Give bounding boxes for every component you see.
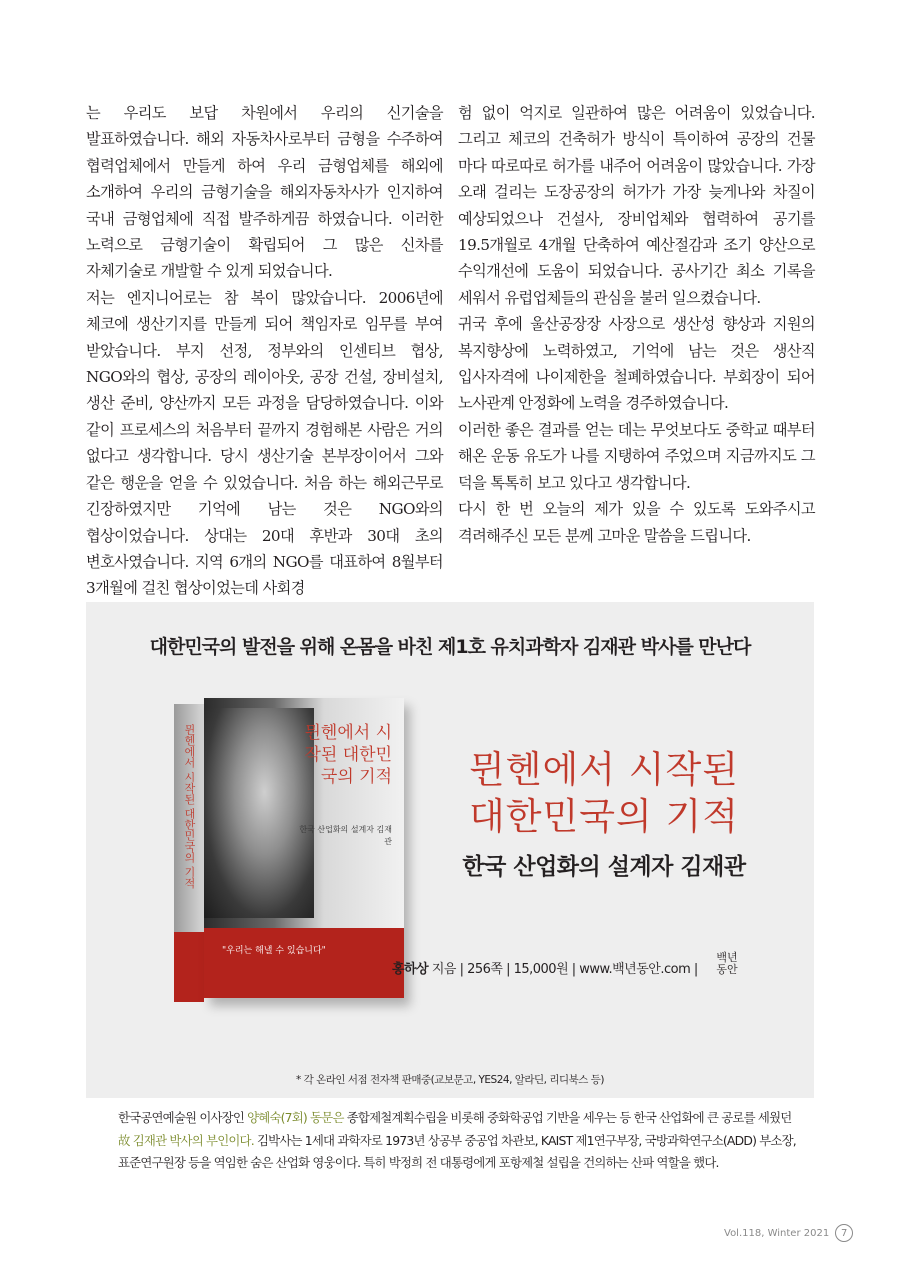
caption-highlight: 故 김재관 박사의 부인이다.: [118, 1132, 254, 1148]
caption-text: 종합제철계획수립을 비롯해 중화학공업 기반을 세우는 등 한국 산업화에 큰 공로를 세웠던: [343, 1110, 792, 1125]
publisher-logo-line: 백년: [716, 951, 738, 964]
ad-headline: 대한민국의 발전을 위해 온몸을 바친 제1호 유치과학자 김재관 박사를 만난다: [149, 636, 751, 658]
book-cover-subtitle: 한국 산업화의 설계자 김재관: [299, 825, 392, 846]
caption-text: 김박사는 1세대 과학자로 1973년 상공부 중공업 차관보, KAIST 제1연구부장, 국방과학연구소(ADD) 부소장, 표준연구원장 등을 역임한 숨은 산업화 영웅이다. 특히 박정희 전 대통령에게 포항제철 설립을 건의하는 산파 역할을 했다.: [118, 1132, 796, 1170]
book-front-cover: [204, 698, 404, 998]
issue-label: Vol.118, Winter 2021: [724, 1227, 830, 1239]
caption-highlight: 양혜숙(7회) 동문은: [247, 1110, 344, 1125]
ad-book-title-line: 대한민국의 기적: [469, 795, 739, 838]
article-paragraph: 귀국 후에 울산공장장 사장으로 생산성 향상과 지원의 복지향상에 노력하였고, 기억에 남는 것은 생산직 입사자격에 나이제한을 철폐하였습니다. 부회장이 되어 노사관계 안정화에 노력을 경주하였습니다.: [458, 315, 815, 413]
article-paragraph: 험 없이 억지로 일관하여 많은 어려움이 있었습니다. 그리고 체코의 건축허가 방식이 특이하여 공장의 건물 마다 따로따로 허가를 내주어 어려움이 많았습니다. 가장 오래 걸리는 도장공장의 허가가 가장 늦게나와 차질이 예상되었으나 건설사, 장비업체와 협력하여 공기를 19.5개월로 4개월 단축하여 예산절감과 조기 양산으로 수익개선에 도움이 되었습니다. 공사기간 최소 기록을 세워서 유럽업체들의 관심을 불러 일으켰습니다.: [458, 104, 815, 307]
book-spine-title: 뮌헨에서 시작된 대한민국의 기적: [183, 724, 196, 889]
ad-book-details: 지음 | 256쪽 | 15,000원 | www.백년동안.com |: [428, 962, 698, 977]
ad-author: 홍하상: [392, 962, 429, 977]
book-spine: [174, 704, 204, 1002]
book-cover-image: [174, 698, 404, 998]
book-advertisement: [86, 602, 814, 1098]
book-cover-quote: "우리는 해낼 수 있습니다": [222, 946, 326, 956]
book-cover-title: 뮌헨에서 시작된 대한민국의 기적: [304, 723, 392, 787]
article-column-left: [86, 100, 443, 602]
photo-caption: [118, 1107, 798, 1175]
article-paragraph: 이러한 좋은 결과를 얻는 데는 무엇보다도 중학교 때부터 해온 운동 유도가 나를 지탱하여 주었으며 지금까지도 그 덕을 톡톡히 보고 있다고 생각합니다.: [458, 420, 815, 492]
article-paragraph: 다시 한 번 오늘의 제가 있을 수 있도록 도와주시고 격려해주신 모든 분께 고마운 말씀을 드립니다.: [458, 500, 815, 545]
ad-book-title-line: 뮌헨에서 시작된: [469, 748, 739, 791]
article-column-right: [458, 100, 815, 549]
ad-footnote: * 각 온라인 서점 전자책 판매중(교보문고, YES24, 알라딘, 리디북스 등): [296, 1074, 604, 1086]
book-cover-band: [204, 928, 404, 998]
article-paragraph: 저는 엔지니어로는 참 복이 많았습니다. 2006년에 체코에 생산기지를 만들게 되어 책임자로 임무를 부여 받았습니다. 부지 선정, 정부와의 인센티브 협상, NGO와의 협상, 공장의 레이아웃, 공장 건설, 장비설치, 생산 준비, 양산까지 모든 과정을 담당하였습니다. 이와 같이 프로세스의 처음부터 끝까지 경험해본 사람은 거의 없다고 생각합니다. 당시 생산기술 본부장이어서 그와 같은 행운을 얻을 수 있었습니다. 처음 하는 해외근무로 긴장하였지만 기억에 남는 것은 NGO와의 협상이었습니다. 상대는 20대 후반과 30대 초의 변호사였습니다. 지역 6개의 NGO를 대표하여 8월부터 3개월에 걸친 협상이었는데 사회경: [86, 288, 443, 598]
page-footer: [724, 1223, 853, 1243]
ad-book-title: [404, 746, 804, 840]
article-paragraph: 는 우리도 보답 차원에서 우리의 신기술을 발표하였습니다. 해외 자동차사로부터 금형을 수주하여 협력업체에서 만들게 하여 우리 금형업체를 해외에 소개하여 우리의 금형기술을 해외자동차사가 인지하여 국내 금형업체에 직접 발주하게끔 하였습니다. 이러한 노력으로 금형기술이 확립되어 그 많은 신차를 자체기술로 개발할 수 있게 되었습니다.: [86, 104, 443, 281]
caption-text: 한국공연예술원 이사장인: [118, 1110, 248, 1125]
page-number: 7: [835, 1224, 853, 1242]
book-spine-band: [174, 932, 204, 1002]
publisher-logo-line: 동안: [716, 963, 738, 976]
publisher-logo: [714, 952, 740, 976]
ad-book-subtitle: 한국 산업화의 설계자 김재관: [462, 854, 746, 880]
